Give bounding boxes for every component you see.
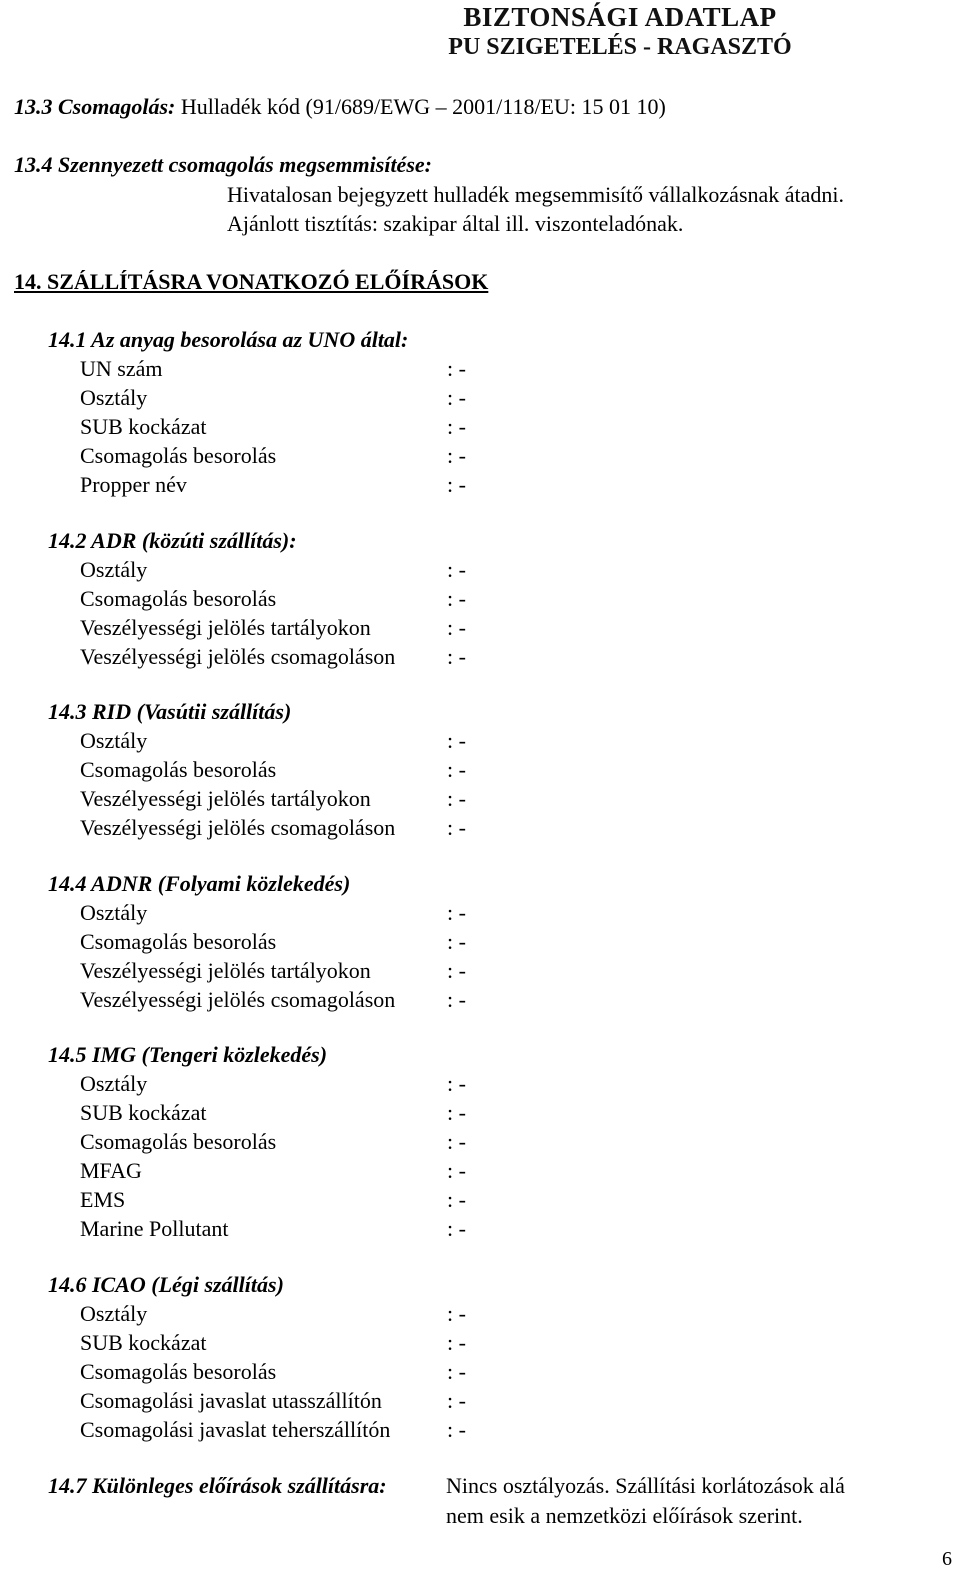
row-label: Csomagolás besorolás — [80, 586, 277, 611]
table-row — [48, 1415, 466, 1444]
table-row — [48, 1069, 466, 1098]
table-row — [48, 784, 466, 813]
table-row — [48, 1328, 466, 1357]
table-row — [48, 726, 466, 755]
row-label: Marine Pollutant — [80, 1216, 229, 1241]
row-label: Veszélyességi jelölés tartályokon — [80, 615, 371, 640]
row-value: : - — [447, 1100, 466, 1125]
section-14-3 — [48, 697, 466, 842]
table-row — [48, 1357, 466, 1386]
row-value: : - — [447, 1158, 466, 1183]
section-title: 14.1 Az anyag besorolása az UNO által: — [48, 327, 409, 352]
row-label: Csomagolás besorolás — [80, 1359, 277, 1384]
section-13-3 — [14, 93, 666, 121]
section-13-4-title: 13.4 Szennyezett csomagolás megsemmisítése: — [14, 152, 432, 177]
row-label: Veszélyességi jelölés csomagoláson — [80, 644, 396, 669]
row-label: Csomagolás besorolás — [80, 1129, 277, 1154]
document-title: BIZTONSÁGI ADATLAP — [463, 2, 777, 32]
row-label: Csomagolás besorolás — [80, 929, 277, 954]
page-number: 6 — [942, 1548, 952, 1570]
row-value: : - — [447, 786, 466, 811]
table-row — [48, 813, 466, 842]
section-14-1 — [48, 325, 466, 499]
row-value: : - — [447, 472, 466, 497]
row-label: Propper név — [80, 472, 187, 497]
section-14-7-line1: Nincs osztályozás. Szállítási korlátozások alá — [446, 1473, 845, 1498]
row-label: Osztály — [80, 385, 148, 410]
row-label: Veszélyességi jelölés csomagoláson — [80, 815, 396, 840]
table-row — [48, 927, 466, 956]
table-row — [48, 755, 466, 784]
row-value: : - — [447, 900, 466, 925]
table-row — [48, 383, 466, 412]
document-subtitle: PU SZIGETELÉS - RAGASZTÓ — [448, 34, 792, 60]
row-value: : - — [447, 385, 466, 410]
table-row — [48, 1156, 466, 1185]
section-14-title: 14. SZÁLLÍTÁSRA VONATKOZÓ ELŐÍRÁSOK — [14, 269, 489, 294]
row-value: : - — [447, 1301, 466, 1326]
row-value: : - — [447, 987, 466, 1012]
row-value: : - — [447, 757, 466, 782]
row-value: : - — [447, 1330, 466, 1355]
row-value: : - — [447, 929, 466, 954]
table-row — [48, 613, 466, 642]
row-value: : - — [447, 414, 466, 439]
section-title: 14.6 ICAO (Légi szállítás) — [48, 1272, 284, 1297]
row-value: : - — [447, 356, 466, 381]
section-14-5 — [48, 1040, 466, 1243]
row-value: : - — [447, 815, 466, 840]
row-label: UN szám — [80, 356, 163, 381]
row-label: SUB kockázat — [80, 414, 207, 439]
table-row — [48, 642, 466, 671]
row-label: Csomagolás besorolás — [80, 443, 277, 468]
row-value: : - — [447, 1388, 466, 1413]
table-row — [48, 441, 466, 470]
section-14-4 — [48, 869, 466, 1014]
row-value: : - — [447, 644, 466, 669]
row-label: Osztály — [80, 900, 148, 925]
table-row — [48, 1214, 466, 1243]
section-13-3-label: 13.3 Csomagolás: — [14, 94, 176, 119]
row-label: Csomagolás besorolás — [80, 757, 277, 782]
row-label: SUB kockázat — [80, 1100, 207, 1125]
section-title: 14.3 RID (Vasútii szállítás) — [48, 699, 292, 724]
row-label: SUB kockázat — [80, 1330, 207, 1355]
row-value: : - — [447, 615, 466, 640]
row-label: Csomagolási javaslat teherszállítón — [80, 1417, 391, 1442]
row-value: : - — [447, 443, 466, 468]
row-value: : - — [447, 1417, 466, 1442]
row-value: : - — [447, 1071, 466, 1096]
table-row — [48, 956, 466, 985]
row-value: : - — [447, 586, 466, 611]
table-row — [48, 354, 466, 383]
table-row — [48, 985, 466, 1014]
row-label: Veszélyességi jelölés csomagoláson — [80, 987, 396, 1012]
section-14-6 — [48, 1270, 466, 1444]
section-13-3-text: Hulladék kód (91/689/EWG – 2001/118/EU: 15 01 10) — [180, 94, 666, 119]
table-row — [48, 555, 466, 584]
row-label: Osztály — [80, 728, 148, 753]
table-row — [48, 412, 466, 441]
table-row — [48, 1127, 466, 1156]
table-row — [48, 1098, 466, 1127]
row-label: Osztály — [80, 557, 148, 582]
table-row — [48, 898, 466, 927]
row-label: Osztály — [80, 1071, 148, 1096]
row-label: Osztály — [80, 1301, 148, 1326]
row-value: : - — [447, 1129, 466, 1154]
section-13-4-line1: Hivatalosan bejegyzett hulladék megsemmisítő vállalkozásnak átadni. — [227, 182, 845, 207]
row-value: : - — [447, 728, 466, 753]
section-14-2 — [48, 526, 466, 671]
row-label: MFAG — [80, 1158, 142, 1183]
section-14-7-line2: nem esik a nemzetközi előírások szerint. — [446, 1503, 803, 1528]
section-14-7-label: 14.7 Különleges előírások szállításra: — [48, 1473, 387, 1498]
row-value: : - — [447, 557, 466, 582]
row-label: Csomagolási javaslat utasszállítón — [80, 1388, 382, 1413]
table-row — [48, 1185, 466, 1214]
section-title: 14.4 ADNR (Folyami közlekedés) — [48, 871, 351, 896]
section-title: 14.2 ADR (közúti szállítás): — [48, 528, 297, 553]
table-row — [48, 1386, 466, 1415]
row-value: : - — [447, 1187, 466, 1212]
table-row — [48, 470, 466, 499]
row-label: Veszélyességi jelölés tartályokon — [80, 786, 371, 811]
row-value: : - — [447, 1216, 466, 1241]
section-13-4-line2: Ajánlott tisztítás: szakipar által ill. viszonteladónak. — [227, 211, 684, 236]
row-value: : - — [447, 1359, 466, 1384]
section-title: 14.5 IMG (Tengeri közlekedés) — [48, 1042, 328, 1067]
table-row — [48, 1299, 466, 1328]
row-label: EMS — [80, 1187, 126, 1212]
table-row — [48, 584, 466, 613]
row-label: Veszélyességi jelölés tartályokon — [80, 958, 371, 983]
row-value: : - — [447, 958, 466, 983]
